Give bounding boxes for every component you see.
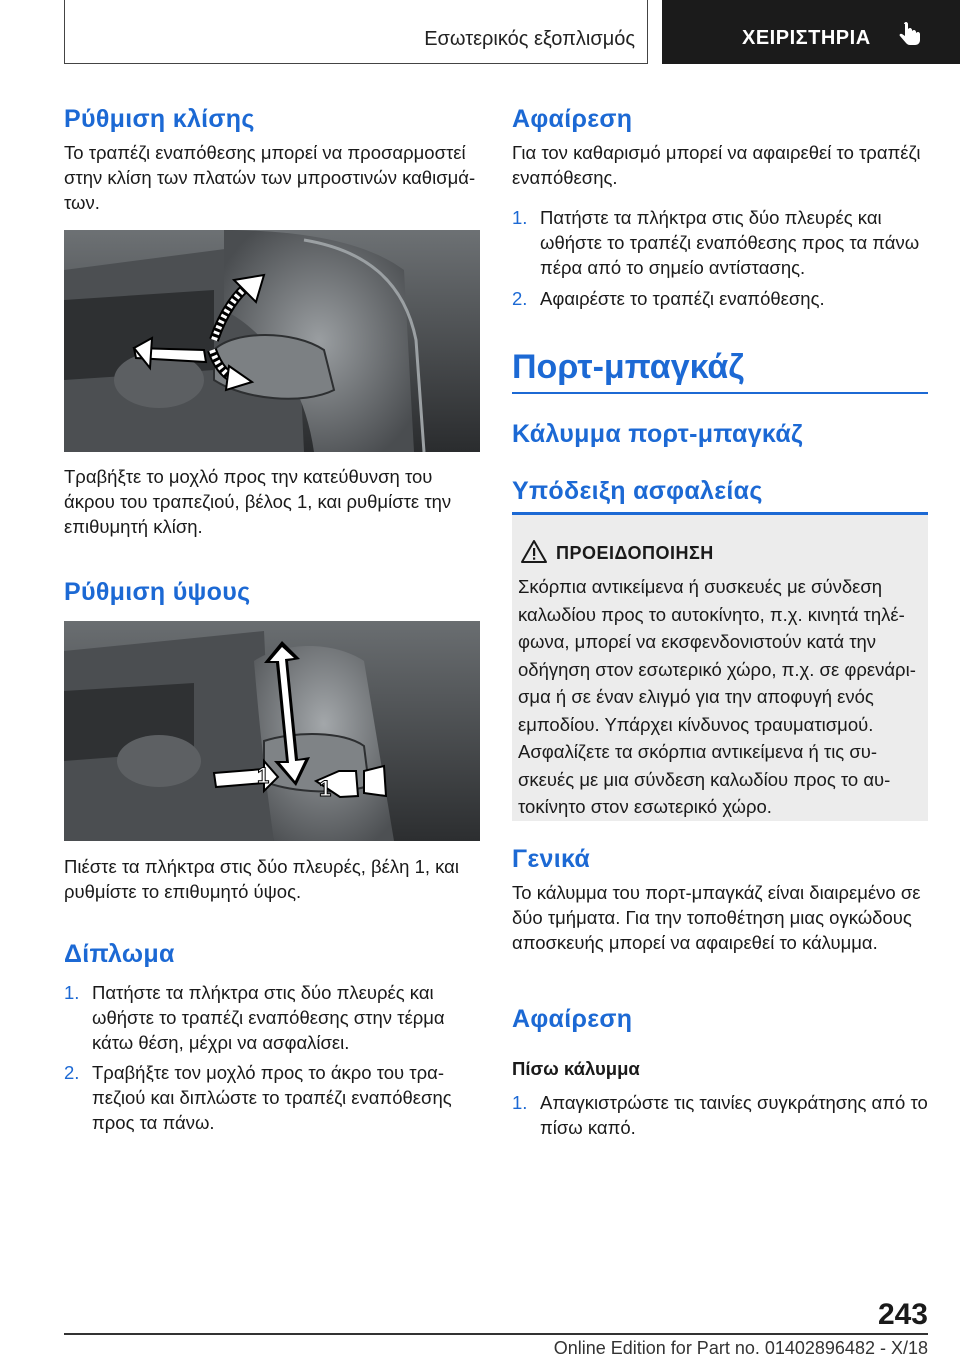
warning-body: Σκόρπια αντικείμενα ή συσκευές με σύνδεση καλωδίου προς το αυτοκίνητο, π.χ. κινητά τηλέφωνα, μπορεί να εκσφενδονιστούν κατά την οδήγηση στον εσωτερικό χώρο, π.χ. σε φρενάρισμα ή σε έναν ελιγμό για την αποφυγή ενός εμποδίου. Υπάρχει κίνδυνος τραυματισμού. Ασφαλίζετε τα σκόρπια αντικείμενα ή τις συσκευές με μια σύνδεση καλωδίου προς το αυτοκίνητο στον εσωτερικό χώρο. (518, 576, 916, 817)
arrow-label-right: 1 (319, 776, 332, 801)
step-number: 2. (64, 1062, 80, 1083)
folding-heading: Δίπλωμα (64, 940, 175, 968)
folding-step-2 (64, 1060, 480, 1135)
arrow-label-left: 1 (257, 763, 270, 788)
step-text: Πατήστε τα πλήκτρα στις δύο πλευρές και ωθήστε το τραπέζι εναπόθεσης προς τα πάνω πέρα από το σημείο αντίστασης. (540, 207, 920, 278)
step-number: 1. (512, 1092, 528, 1113)
edition-note: Online Edition for Part no. 01402896482 - X/18 (553, 1338, 928, 1358)
section-rule (512, 392, 928, 394)
removal-step-1 (512, 205, 928, 280)
step-text: Τραβήξτε τον μοχλό προς το άκρο του τραπεζιού και διπλώστε το τραπέζι εναπόθεσης προς τα πάνω. (92, 1062, 452, 1133)
incline-illustration (64, 230, 480, 452)
page-number: 243 (877, 1298, 928, 1331)
header-section-box (64, 0, 648, 64)
warning-title: ΠΡΟΕΙΔΟΠΟΙΗΣΗ (556, 543, 714, 563)
step-number: 1. (64, 982, 80, 1003)
incline-heading: Ρύθμιση κλίσης (64, 105, 255, 133)
subsection-title: Κάλυμμα πορτ-μπαγκάζ (512, 420, 803, 448)
removal-heading: Αφαίρεση (512, 105, 633, 133)
removal-intro: Για τον καθαρισμό μπορεί να αφαιρεθεί το τραπέζι εναπόθεσης. (512, 142, 921, 188)
removal2-heading: Αφαίρεση (512, 1005, 633, 1033)
folding-step-1 (64, 980, 480, 1055)
header-chapter-box (662, 0, 960, 64)
step-text: Αφαιρέστε το τραπέζι εναπόθεσης. (540, 288, 825, 309)
warning-box (512, 512, 928, 821)
rear-cover-subheading: Πίσω κάλυμμα (512, 1058, 640, 1079)
hand-pointer-icon (896, 22, 922, 48)
height-illustration (64, 621, 480, 841)
header-section-title: Εσωτερικός εξοπλισμός (424, 28, 635, 50)
warning-triangle-icon (520, 539, 548, 564)
step-number: 2. (512, 288, 528, 309)
step-text: Πατήστε τα πλήκτρα στις δύο πλευρές και ωθήστε το τραπέζι εναπόθεσης στην τέρμα κάτω θέση, μέχρι να ασφαλίσει. (92, 982, 445, 1053)
step-number: 1. (512, 207, 528, 228)
incline-intro: Το τραπέζι εναπόθεσης μπορεί να προσαρμοστεί στην κλίση των πλατών των μπροστινών καθισμάτων. (64, 142, 476, 213)
general-text: Το κάλυμμα του πορτ-μπαγκάζ είναι διαιρεμένο σε δύο τμήματα. Για την τοποθέτηση μιας ογκώδους αποσκευής μπορεί να αφαιρεθεί το κάλυμμα. (512, 882, 921, 953)
safety-heading: Υπόδειξη ασφαλείας (512, 477, 763, 505)
section-title: Πορτ-μπαγκάζ (512, 348, 744, 386)
height-heading: Ρύθμιση ύψους (64, 578, 251, 606)
header-chapter-title: ΧΕΙΡΙΣΤΗΡΙΑ (742, 27, 871, 49)
height-caption: Πιέστε τα πλήκτρα στις δύο πλευρές, βέλη 1, και ρυθμίστε το επιθυμητό ύψος. (64, 856, 459, 902)
removal-step-2 (512, 286, 928, 311)
step-text: Απαγκιστρώστε τις ταινίες συγκράτησης από το πίσω καπό. (540, 1092, 928, 1138)
removal2-step-1 (512, 1090, 928, 1140)
incline-caption: Τραβήξτε το μοχλό προς την κατεύθυνση του άκρου του τραπεζιού, βέλος 1, και ρυθμίστε την επιθυμητή κλίση. (64, 466, 452, 537)
general-heading: Γενικά (512, 845, 591, 873)
footer-rule (64, 1333, 928, 1335)
